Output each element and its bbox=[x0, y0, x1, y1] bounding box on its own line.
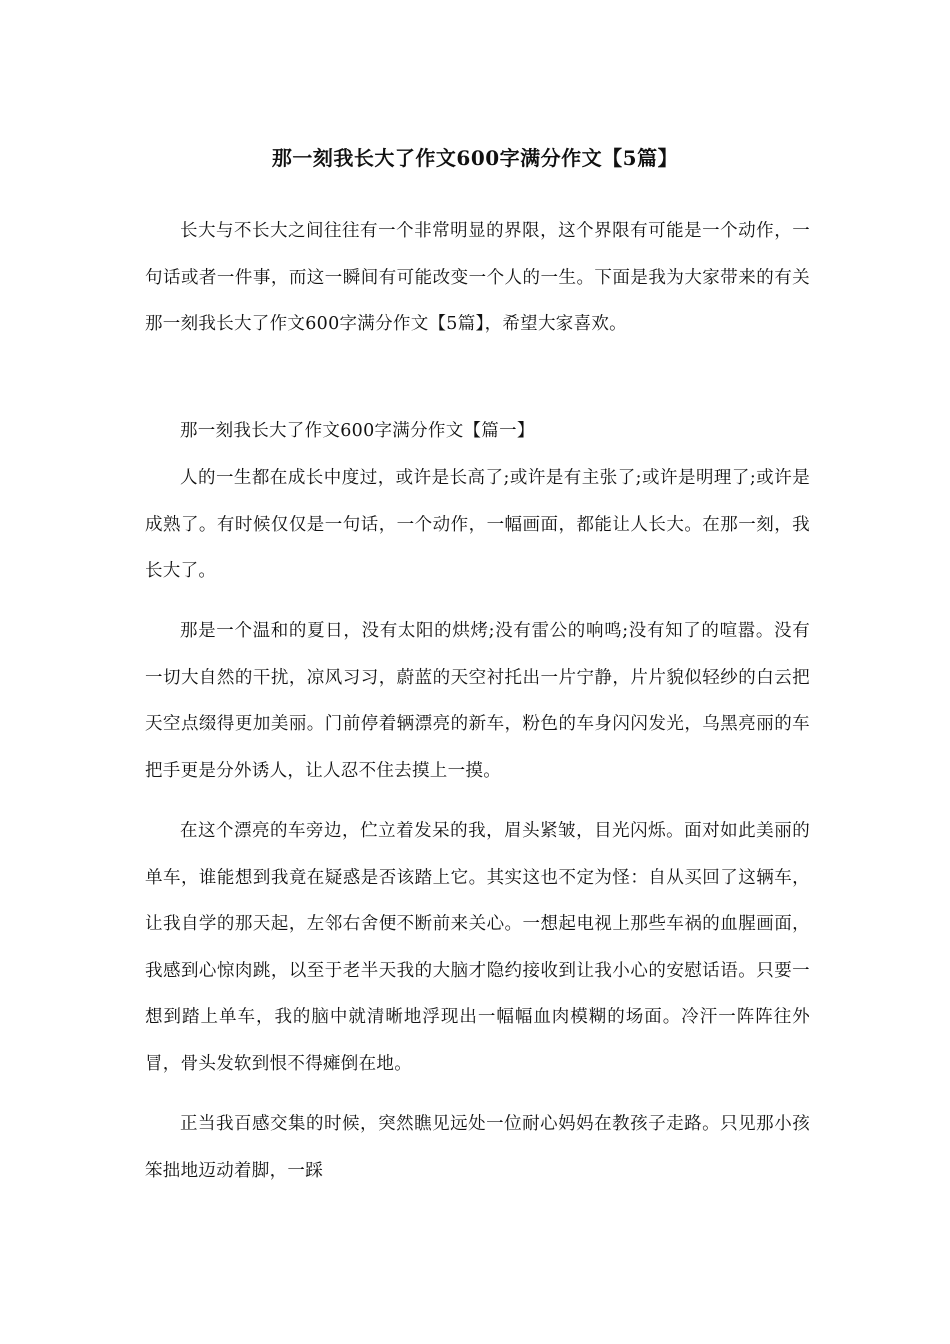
body-paragraph: 那是一个温和的夏日，没有太阳的烘烤;没有雷公的响鸣;没有知了的喧嚣。没有一切大自然的干扰，凉风习习，蔚蓝的天空衬托出一片宁静，片片貌似轻纱的白云把天空点缀得更加美丽。门前停着辆漂亮的新车，粉色的车身闪闪发光，乌黑亮丽的车把手更是分外诱人，让人忍不住去摸上一摸。 bbox=[145, 621, 810, 781]
body-paragraph: 在这个漂亮的车旁边，伫立着发呆的我，眉头紧皱，目光闪烁。面对如此美丽的单车，谁能想到我竟在疑惑是否该踏上它。其实这也不定为怪：自从买回了这辆车，让我自学的那天起，左邻右舍便不断前来关心。一想起电视上那些车祸的血腥画面，我感到心惊肉跳，以至于老半天我的大脑才隐约接收到让我小心的安慰话语。只要一想到踏上单车，我的脑中就清晰地浮现出一幅幅血肉模糊的场面。冷汗一阵阵往外冒，骨头发软到恨不得瘫倒在地。 bbox=[145, 821, 810, 1074]
body-paragraph: 人的一生都在成长中度过，或许是长高了;或许是有主张了;或许是明理了;或许是成熟了。有时候仅仅是一句话，一个动作，一幅画面，都能让人长大。在那一刻，我长大了。 bbox=[145, 468, 810, 581]
body-paragraph: 正当我百感交集的时候，突然瞧见远处一位耐心妈妈在教孩子走路。只见那小孩笨拙地迈动着脚，一踩 bbox=[145, 1114, 810, 1181]
intro-paragraph: 长大与不长大之间往往有一个非常明显的界限，这个界限有可能是一个动作，一句话或者一件事，而这一瞬间有可能改变一个人的一生。下面是我为大家带来的有关那一刻我长大了作文600字满分作文【5篇】，希望大家喜欢。 bbox=[145, 221, 810, 334]
section-heading: 那一刻我长大了作文600字满分作文【篇一】 bbox=[180, 421, 535, 441]
page-title: 那一刻我长大了作文600字满分作文【5篇】 bbox=[271, 146, 679, 170]
